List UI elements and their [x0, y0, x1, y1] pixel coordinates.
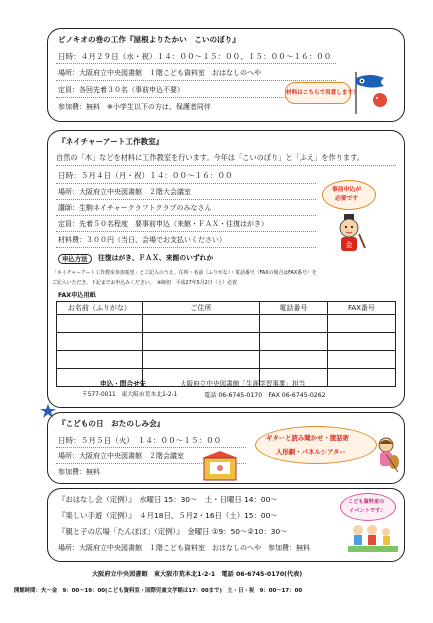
- footer-line2: 開館時間：火～金 9：00～19：00(こども資料室・国際児童文学館は17：00まで) 土・日・祝 9：00～17：00: [14, 588, 303, 594]
- event3-bubble-line1: ギターと読み聞かせ・腹話術: [266, 434, 350, 442]
- fax-header-fax: FAX番号: [327, 302, 395, 315]
- fax-cell[interactable]: [327, 351, 395, 369]
- event1-divider: [56, 63, 336, 64]
- event3-fee: 参加費：無料: [58, 468, 100, 476]
- event2-divider: [56, 247, 316, 248]
- contact-label: 申込・問合せ先: [100, 380, 147, 388]
- regular-line2: 『楽しい手遊（定例）』 ４月18日、５月2・16日（土）15：00～: [58, 511, 278, 520]
- fax-header-address: ご住所: [142, 302, 259, 315]
- event3-bubble-line2: 人形劇・パネルシアター: [276, 448, 346, 456]
- regular-line3: 『親と子の広場「たんぽぽ」（定例）』 金曜日 ①9：50～②10：30～: [58, 527, 288, 536]
- event2-note-line1: 「ネイチャーアート工作教室参加希望」とご記入のうえ、住所・名前（ふりがな）・電話番号（FAXの場合はFAX番号）を: [52, 270, 317, 276]
- fax-cell[interactable]: [327, 315, 395, 333]
- event3-place: 場所：大阪府立中央図書館 ２階会議室: [58, 452, 184, 460]
- event2-intro: 自然の「木」などを材料に工作教室を行います。今年は「こいのぼり」と「ふえ」を作ります。: [56, 153, 364, 162]
- carp-streamer-icon: [350, 70, 398, 114]
- puppet-theater-icon: [200, 450, 240, 482]
- event2-speech-bubble: [322, 180, 376, 210]
- event2-apply-label: 申込方法: [58, 254, 92, 264]
- fax-cell[interactable]: [259, 333, 327, 351]
- event2-divider: [56, 199, 316, 200]
- regular-bubble-line1: こども資料室の: [348, 499, 385, 505]
- fax-cell[interactable]: [57, 315, 143, 333]
- fax-table-row[interactable]: [57, 351, 396, 369]
- event2-capacity: 定員：先着５０名程度 要事前申込（来館・ＦＡＸ・往復はがき）: [58, 220, 268, 228]
- regular-line1: 『おはなし会（定例）』 水曜日 15：30～ 土・日曜日 14：00～: [58, 495, 278, 504]
- event3-date: 日時：５月５日（火） １４：００～１５：００: [58, 436, 222, 445]
- fax-cell[interactable]: [142, 315, 259, 333]
- event2-divider: [56, 231, 316, 232]
- event2-divider: [56, 165, 396, 166]
- fax-cell[interactable]: [327, 369, 395, 387]
- regular-line4: 場所：大阪府立中央図書館 １階こども資料室 おはなしのへや 参加費：無料: [58, 544, 310, 552]
- kids-flowers-icon: [348, 520, 398, 552]
- event3-divider: [56, 447, 246, 448]
- contact-phone: 電話 06-6745-0170 FAX 06-6745-0262: [204, 392, 326, 399]
- fax-table-row[interactable]: [57, 333, 396, 351]
- fax-header-row: [57, 302, 396, 315]
- event1-place: 場所：大阪府立中央図書館 １階こども資料室 おはなしのへや: [58, 69, 261, 77]
- fax-form-table: [56, 301, 396, 387]
- fax-cell[interactable]: [327, 333, 395, 351]
- event2-bubble-line2: 必要です: [335, 196, 359, 202]
- event1-bubble-text: 材料はこちらで用意します！: [286, 90, 359, 96]
- event1-speech-bubble: [285, 82, 359, 104]
- star-icon: [40, 404, 56, 418]
- event2-bubble-line1: 事前申込が: [332, 187, 361, 193]
- fax-heading: FAX申込用紙: [58, 292, 96, 299]
- event2-note-line2: ご記入いただき、下記までお申込みください。 ※締切 平成27年5月2日（土）必着: [52, 280, 238, 286]
- event3-title: 『こどもの日 おたのしみ会』: [58, 419, 165, 428]
- event2-place: 場所：大阪府立中央図書館 ２階大会議室: [58, 188, 191, 196]
- event2-apply-text: 往復はがき、ＦＡＸ、来館のいずれか: [98, 254, 214, 262]
- fax-cell[interactable]: [142, 333, 259, 351]
- fax-header-name: お名前（ふりがな）: [57, 302, 143, 315]
- mascot-icon: [330, 212, 368, 258]
- event1-divider: [56, 80, 336, 81]
- event2-divider: [56, 215, 316, 216]
- event2-title: 『ネイチャーアート工作教室』: [58, 137, 164, 146]
- fax-cell[interactable]: [57, 351, 143, 369]
- fax-cell[interactable]: [142, 351, 259, 369]
- fax-cell[interactable]: [57, 333, 143, 351]
- fax-header-phone: 電話番号: [259, 302, 327, 315]
- contact-address: 〒577-0011 東大阪市荒本北1-2-1: [82, 392, 178, 398]
- event2-date: 日時：５月４日（月・祝）１４：００～１６：００: [58, 171, 233, 180]
- event1-date: 日時：４月２９日（水・祝）１４：００～１５：００、１５：００～１６：００: [58, 52, 332, 61]
- regular-bubble-line2: イベントです♪: [349, 508, 384, 514]
- footer-line1: 大阪府立中央図書館 東大阪市荒本北1-2-1 電話 06-6745-0170(代表): [92, 571, 303, 578]
- fax-table-row[interactable]: [57, 315, 396, 333]
- event2-organizer: 講師：生駒ネイチャークラフトクラブのみなさん: [58, 204, 212, 212]
- fax-cell[interactable]: [259, 351, 327, 369]
- event2-divider: [56, 183, 316, 184]
- contact-org: 大阪府立中央図書館「生涯学習事業」担当: [180, 380, 306, 388]
- regular-speech-bubble: [340, 493, 396, 521]
- event2-materials: 材料費：３００円（当日、会場でお支払いください）: [58, 236, 226, 244]
- fax-cell[interactable]: [259, 315, 327, 333]
- event1-capacity: 定員：各回先着３０名（事前申込不要）: [58, 86, 184, 94]
- girl-guitar-icon: [372, 436, 402, 476]
- event3-speech-bubble: [255, 426, 377, 464]
- svg-text:金: 金: [345, 241, 353, 249]
- event1-fee: 参加費：無料 ※小学生以下の方は、保護者同伴: [58, 103, 211, 111]
- event1-title: ピノキオの巻の工作『屋根よりたかい こいのぼり』: [58, 35, 240, 44]
